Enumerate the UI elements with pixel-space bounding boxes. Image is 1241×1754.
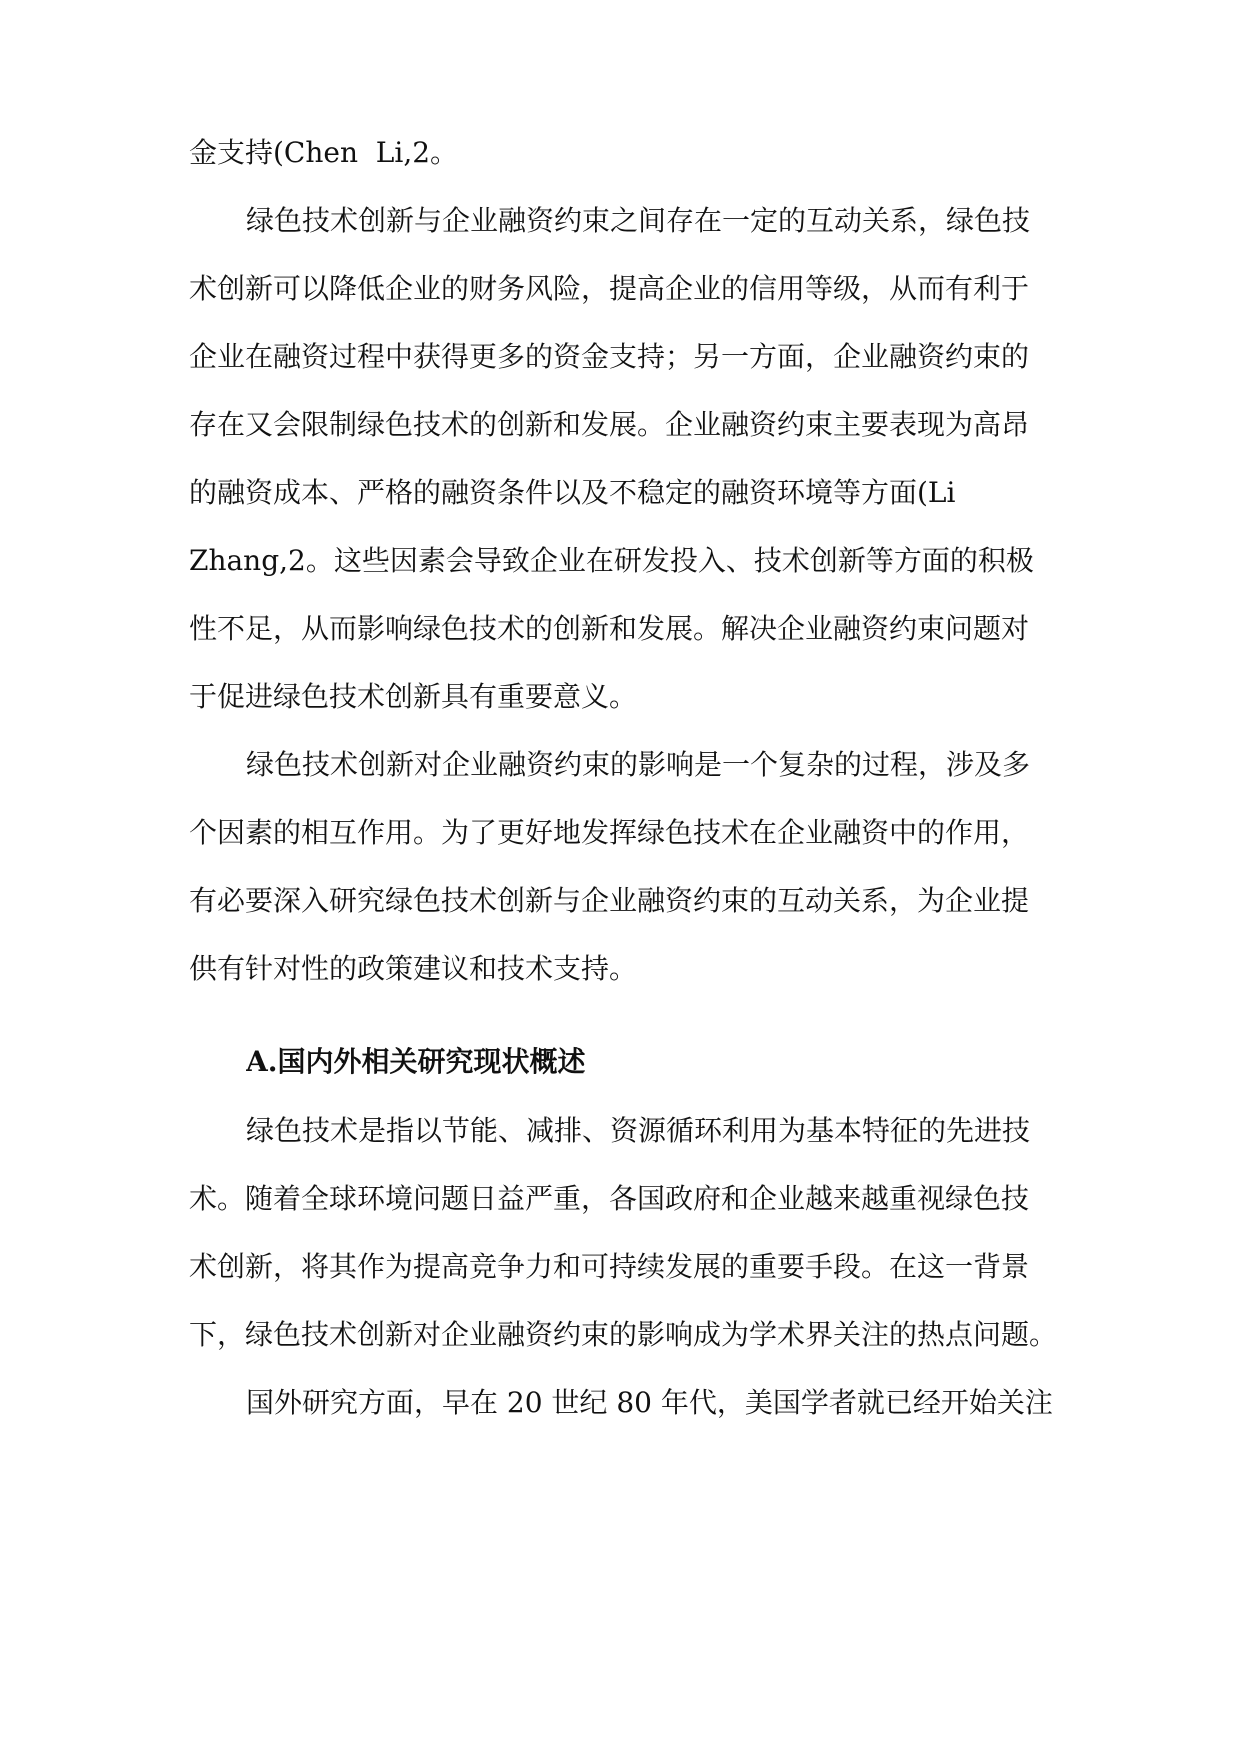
text-line: 存在又会限制绿色技术的创新和发展。企业融资约束主要表现为高昂 <box>189 408 1030 441</box>
section-heading: A.国内外相关研究现状概述 <box>246 1045 586 1078</box>
text-line: 个因素的相互作用。为了更好地发挥绿色技术在企业融资中的作用， <box>189 816 1030 849</box>
text-line: 术。随着全球环境问题日益严重，各国政府和企业越来越重视绿色技 <box>189 1182 1030 1215</box>
text-line: 性不足，从而影响绿色技术的创新和发展。解决企业融资约束问题对 <box>189 612 1030 645</box>
text-line: 于促进绿色技术创新具有重要意义。 <box>189 680 638 713</box>
text-line: 术创新，将其作为提高竞争力和可持续发展的重要手段。在这一背景 <box>189 1250 1030 1283</box>
text-line: 企业在融资过程中获得更多的资金支持；另一方面，企业融资约束的 <box>189 340 1030 373</box>
text-line: Zhang,2。这些因素会导致企业在研发投入、技术创新等方面的积极 <box>189 544 1034 577</box>
text-line: 下，绿色技术创新对企业融资约束的影响成为学术界关注的热点问题。 <box>189 1318 1058 1351</box>
text-line: 绿色技术是指以节能、减排、资源循环利用为基本特征的先进技 <box>246 1114 1031 1147</box>
text-line: 有必要深入研究绿色技术创新与企业融资约束的互动关系，为企业提 <box>189 884 1030 917</box>
text-line: 的融资成本、严格的融资条件以及不稳定的融资环境等方面(Li <box>189 476 956 509</box>
text-line: 绿色技术创新对企业融资约束的影响是一个复杂的过程，涉及多 <box>246 748 1031 781</box>
text-line: 供有针对性的政策建议和技术支持。 <box>189 952 638 985</box>
text-line: 金支持(Chen Li,2。 <box>189 136 459 169</box>
text-line: 绿色技术创新与企业融资约束之间存在一定的互动关系，绿色技 <box>246 204 1031 237</box>
text-line: 国外研究方面，早在 20 世纪 80 年代，美国学者就已经开始关注 <box>246 1386 1053 1419</box>
text-line: 术创新可以降低企业的财务风险，提高企业的信用等级，从而有利于 <box>189 272 1030 305</box>
